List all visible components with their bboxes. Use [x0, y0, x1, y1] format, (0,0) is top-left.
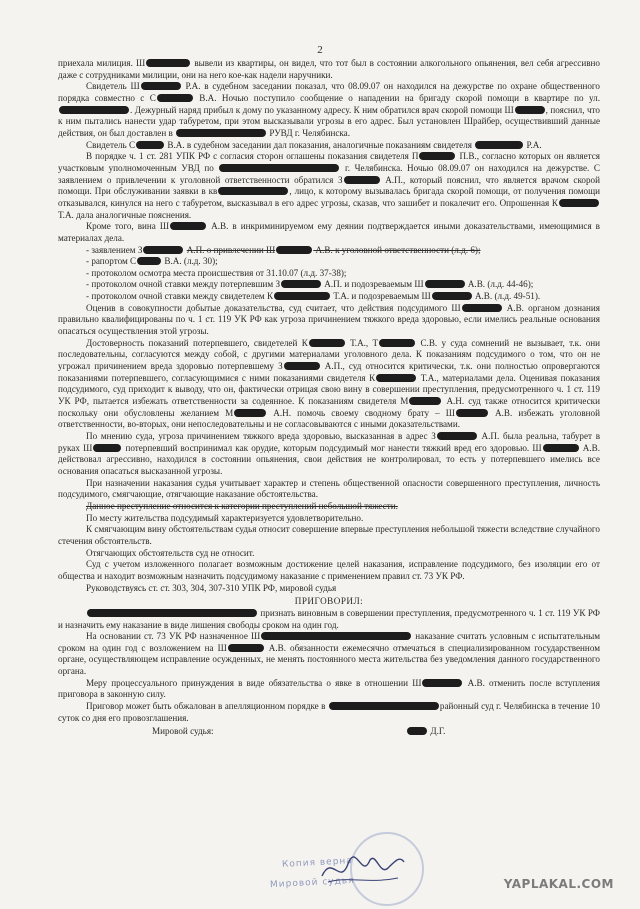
redaction — [157, 94, 193, 102]
paragraph: Данное преступление относится к категории преступлений небольшой тяжести. — [86, 500, 398, 511]
list-item: - заявлением З А.П. о привлечении Ш А.В. к уголовной ответственности (л.д. 6); — [86, 244, 481, 255]
redaction — [234, 409, 266, 417]
page-number: 2 — [317, 44, 323, 56]
redaction — [379, 339, 415, 347]
redaction — [281, 280, 321, 288]
signature-line — [58, 726, 600, 738]
redaction — [274, 292, 330, 300]
signature-label: Мировой судья: — [152, 726, 214, 737]
paragraph: Суд с учетом изложенного полагает возможным достижение целей наказания, исправление подсудимого, без изоляции его от общества и находит возможным назначить подсудимому наказание с применением правил ст. 73 УК РФ. — [58, 559, 600, 581]
redaction — [219, 164, 339, 172]
redaction — [543, 444, 579, 452]
redaction — [276, 246, 312, 254]
paragraph: Свидетель С В.А. в судебном заседании дал показания, аналогичные показаниям свидетеля Р.А. — [86, 139, 542, 150]
redaction — [228, 644, 264, 652]
paragraph: Достоверность показаний потерпевшего, свидетелей К Т.А., Т С.В. у суда сомнений не вызывает, т.к. они последовательны, согласуются между собой, с другими материалами уголовного дела. К показаниям подсудимого о том, что он не угрожал причинением вреда здоровью потерпевшему З А.П., суд относится критически, т.к. они полностью опровергаются показаниями потерпевшего, согласующимися с ними показаниями свидетеля К Т.А., материалами дела. Оценивая показания подсудимого, суд приходит к выводу, что он, фактически отрицая свою вину в совершении преступления, предусмотренного ч. 1 ст. 119 УК РФ, пытается избежать ответственности за содеянное. К показаниям свидетеля М А.Н. суд также относится критически поскольку они обусловлены желанием М А.Н. помочь своему сводному брату – Ш А.В. избежать уголовной ответственности, во-вторых, они непоследовательны и не согласовываются с иными доказательствами. — [58, 337, 601, 430]
watermark: YAPLAKAL.COM — [503, 877, 614, 891]
redaction — [456, 409, 488, 417]
paragraph: Оценив в совокупности добытые доказательства, суд считает, что действия подсудимого Ш А.В. органом дознания правильно квалифицированы по ч. 1 ст. 119 УК РФ как угроза причинением тяжкого вреда здоровью, если имелись реальные основания опасаться осуществления этой угрозы. — [58, 302, 600, 337]
paragraph: При назначении наказания судья учитывает характер и степень общественной опасности совершенного преступления, личность подсудимого, смягчающие, отягчающие наказание обстоятельства. — [58, 477, 600, 500]
redaction — [344, 176, 380, 184]
redaction — [218, 187, 288, 195]
redaction — [136, 141, 164, 149]
paragraph: Свидетель Ш Р.А. в судебном заседании показал, что 08.09.07 он находился на дежурстве по охране общественного порядка совместно с С В.А. Ночью поступило сообщение о нападении на бригаду скорой помощи в квартире по ул.. Дежурный наряд прибыл к дому по указанному адресу. К ним обратился врач скорой помощи Ш , пояснил, что к ним пытались нанести удар табуретом, при этом высказывали угрозы в его адрес. Был установлен Шрайбер, осуществивший данные действия, он был доставлен в РУВД г. Челябинска. — [58, 81, 600, 138]
redaction — [59, 106, 129, 114]
redaction — [137, 257, 161, 265]
paragraph: Отягчающих обстоятельств суд не относит. — [86, 547, 255, 558]
redaction — [141, 82, 181, 90]
paragraph: приехала милиция. Ш вывели из квартиры, он видел, что тот был в состоянии алкогольного опьянения, вел себя агрессивно даже с сотрудниками милиции, они на него кое-как надели наручники. — [58, 58, 600, 80]
paragraph: В порядке ч. 1 ст. 281 УПК РФ с согласия сторон оглашены показания свидетеля П П.В., согласно которых он является участковым уполномоченным УВД по г. Челябинска. Ночью 08.09.07 он находился на дежурстве. С заявлением о привлечении к уголовной ответственности обратился З А.П., который пояснил, что является врачом скорой помощи. При обслуживании заявки в кв , лицо, к которому вызывалась бригада скорой помощи, от получения помощи отказывался, кинулся на него с табуретом, высказывал в его адрес угрозы, сказав, что зашибет и покалечит его. Опрошенная К Т.А. дала аналогичные пояснения. — [58, 151, 601, 220]
paragraph: По месту жительства подсудимый характеризуется удовлетворительно. — [86, 512, 364, 523]
handwritten-signature — [318, 846, 408, 892]
redaction — [559, 199, 599, 207]
redaction — [309, 339, 345, 347]
redaction — [425, 280, 465, 288]
redaction — [475, 141, 523, 149]
list-item: - рапортом С В.А. (л.д. 30); — [86, 256, 218, 267]
paragraph: Кроме того, вина Ш А.В. в инкриминируемом ему деянии подтверждается иными доказательствами, имеющимися в материалах дела. — [58, 221, 600, 243]
paragraph: На основании ст. 73 УК РФ назначенное Ш наказание считать условным с испытательным сроком на один год с возложением на Ш А.В. обязанности ежемесячно отмечаться в специализированном государственном органе, осуществляющем исправление осужденных, не менять постоянного места жительства без уведомления данного государственного органа. — [58, 631, 600, 677]
redaction — [284, 362, 320, 370]
verdict-heading: ПРИГОВОРИЛ: — [294, 596, 364, 607]
list-item: - протоколом очной ставки между потерпевшим З А.П. и подозреваемым Ш А.В. (л.д. 44-46); — [86, 279, 534, 290]
paragraph: Меру процессуального принуждения в виде обязательства о явке в отношении Ш А.В. отменить после вступления приговора в законную силу. — [58, 677, 600, 700]
redaction — [515, 106, 545, 114]
redaction — [87, 609, 257, 617]
redaction — [407, 727, 427, 735]
redaction — [409, 397, 441, 405]
paragraph: Руководствуясь ст. ст. 303, 304, 307-310 УПК РФ, мировой судья — [86, 582, 337, 593]
list-item: - протоколом очной ставки между свидетелем К Т.А. и подозреваемым Ш А.В. (л.д. 49-51). — [86, 291, 541, 302]
redaction — [93, 444, 121, 452]
redaction — [419, 152, 455, 160]
list-item: - протоколом осмотра места происшествия от 31.10.07 (л.д. 37-38); — [86, 267, 347, 278]
redaction — [462, 304, 502, 312]
redaction — [329, 702, 439, 710]
judge-initials: Д.Г. — [430, 726, 446, 737]
redaction — [176, 129, 266, 137]
document-body — [58, 58, 600, 738]
stamp-line-1: Копия верна — [281, 856, 354, 870]
stamp-line-2: Мировой судья — [269, 875, 355, 891]
paragraph: Приговор может быть обжалован в апелляционном порядке в районный суд г. Челябинска в течение 10 суток со дня его провозглашения. — [58, 701, 600, 723]
paragraph: По мнению суда, угроза причинением тяжкого вреда здоровью, высказанная в адрес З А.П. была реальна, табурет в руках Ш потерпевший воспринимал как орудие, которым подсудимый мог нанести тяжкий вред его здоровью. Ш А.В. действовал агрессивно, находился в состоянии опьянения, свои действия не контролировал, то есть у потерпевшего имелись все основания опасаться высказанной угрозы. — [58, 431, 601, 476]
redaction — [422, 679, 462, 687]
redaction — [376, 374, 416, 382]
paragraph: К смягчающим вину обстоятельствам судья относит совершение впервые преступления небольшой тяжести вследствие случайного стечения обстоятельств. — [58, 524, 600, 546]
paragraph: признать виновным в совершении преступления, предусмотренного ч. 1 ст. 119 УК РФ и назначить ему наказание в виде лишения свободы сроком на один год. — [58, 607, 600, 630]
redaction — [437, 432, 477, 440]
redaction — [146, 59, 190, 67]
redaction — [432, 292, 472, 300]
redaction — [261, 632, 411, 640]
redaction — [143, 246, 183, 254]
redaction — [170, 222, 206, 230]
